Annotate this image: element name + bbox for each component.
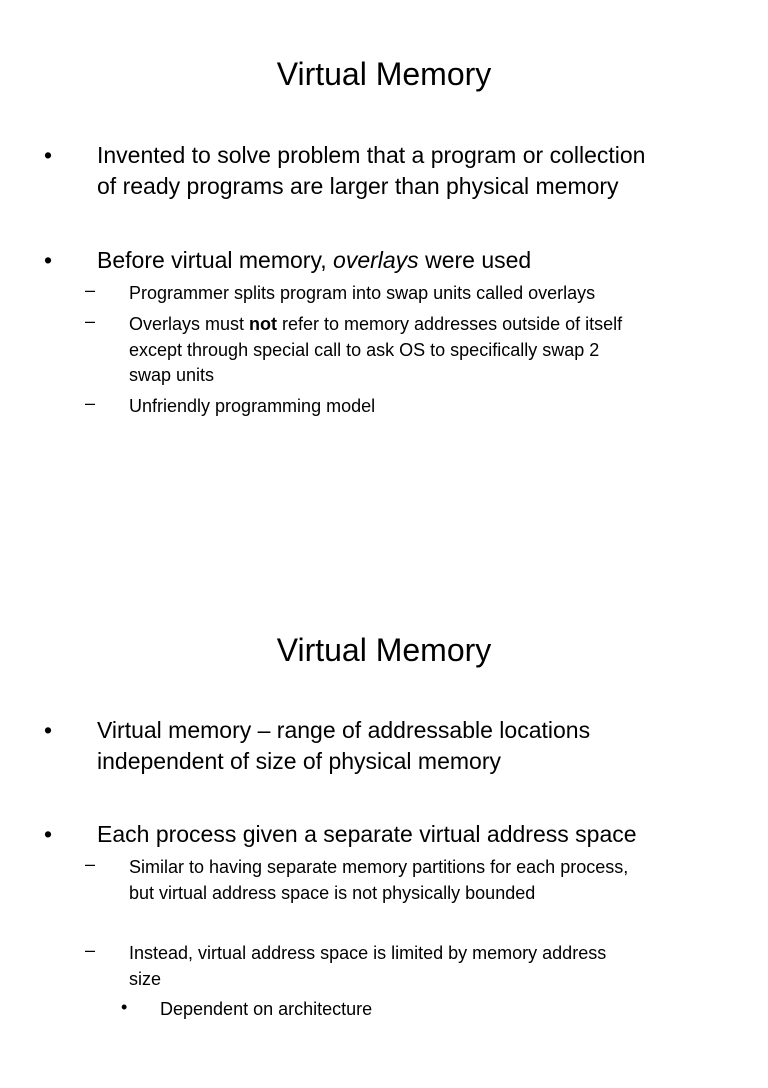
bullet-text-line: Virtual memory – range of addressable locations	[97, 717, 591, 743]
sub-bullet-text-line: Similar to having separate memory partitions for each process,	[129, 857, 629, 877]
bullet-text-line: Each process given a separate virtual address space	[97, 821, 637, 847]
slide-2-title: Virtual Memory	[276, 632, 492, 668]
emphasis-overlays: overlays	[333, 247, 419, 273]
sub-bullet-text-line: Instead, virtual address space is limited by memory address	[129, 943, 607, 963]
dash-marker: –	[85, 311, 96, 331]
text-run: Overlays must	[129, 314, 250, 334]
sub-sub-bullet-text	[160, 997, 740, 1022]
text-run: Before virtual memory,	[97, 247, 334, 273]
sub-sub-bullet-text-line: Dependent on architecture	[160, 999, 373, 1019]
bullet-text	[97, 819, 737, 850]
dash-marker: –	[85, 940, 96, 960]
sub-bullet-text-line: Unfriendly programming model	[129, 396, 376, 416]
bullet-text-line: Invented to solve problem that a program or collection	[97, 142, 646, 168]
sub-bullet-text	[129, 941, 739, 992]
dash-marker: –	[85, 280, 96, 300]
sub-bullet-text	[129, 312, 739, 389]
bullet-marker: •	[121, 997, 128, 1017]
dash-marker: –	[85, 393, 96, 413]
bullet-text	[97, 245, 737, 276]
bullet-text-line: of ready programs are larger than physical memory	[97, 173, 619, 199]
strong-not: not	[249, 314, 278, 334]
sub-bullet-text-line	[129, 312, 739, 338]
bullet-marker: •	[44, 717, 53, 743]
bullet-marker: •	[44, 142, 53, 168]
sub-bullet-text-line: but virtual address space is not physically bounded	[129, 882, 536, 903]
slide-1-title: Virtual Memory	[276, 56, 492, 92]
text-run: refer to memory addresses outside of itself	[277, 314, 623, 334]
bullet-text	[97, 715, 737, 777]
slide-1	[0, 0, 768, 512]
dash-marker: –	[85, 854, 96, 874]
sub-bullet-text-line: except through special call to ask OS to specifically swap 2	[129, 339, 600, 360]
bullet-text-line: independent of size of physical memory	[97, 748, 501, 774]
sub-bullet-text-line: swap units	[129, 365, 215, 385]
sub-bullet-text-line: Programmer splits program into swap units called overlays	[129, 283, 596, 303]
bullet-text-line	[97, 245, 737, 276]
sub-bullet-text	[129, 281, 739, 307]
bullet-text	[97, 140, 737, 202]
sub-bullet-text	[129, 394, 739, 420]
text-run: were used	[418, 247, 532, 273]
sub-bullet-text	[129, 855, 739, 906]
slide-2	[0, 576, 768, 1088]
sub-bullet-text-line: size	[129, 968, 162, 989]
bullet-marker: •	[44, 821, 53, 847]
bullet-marker: •	[44, 247, 53, 273]
